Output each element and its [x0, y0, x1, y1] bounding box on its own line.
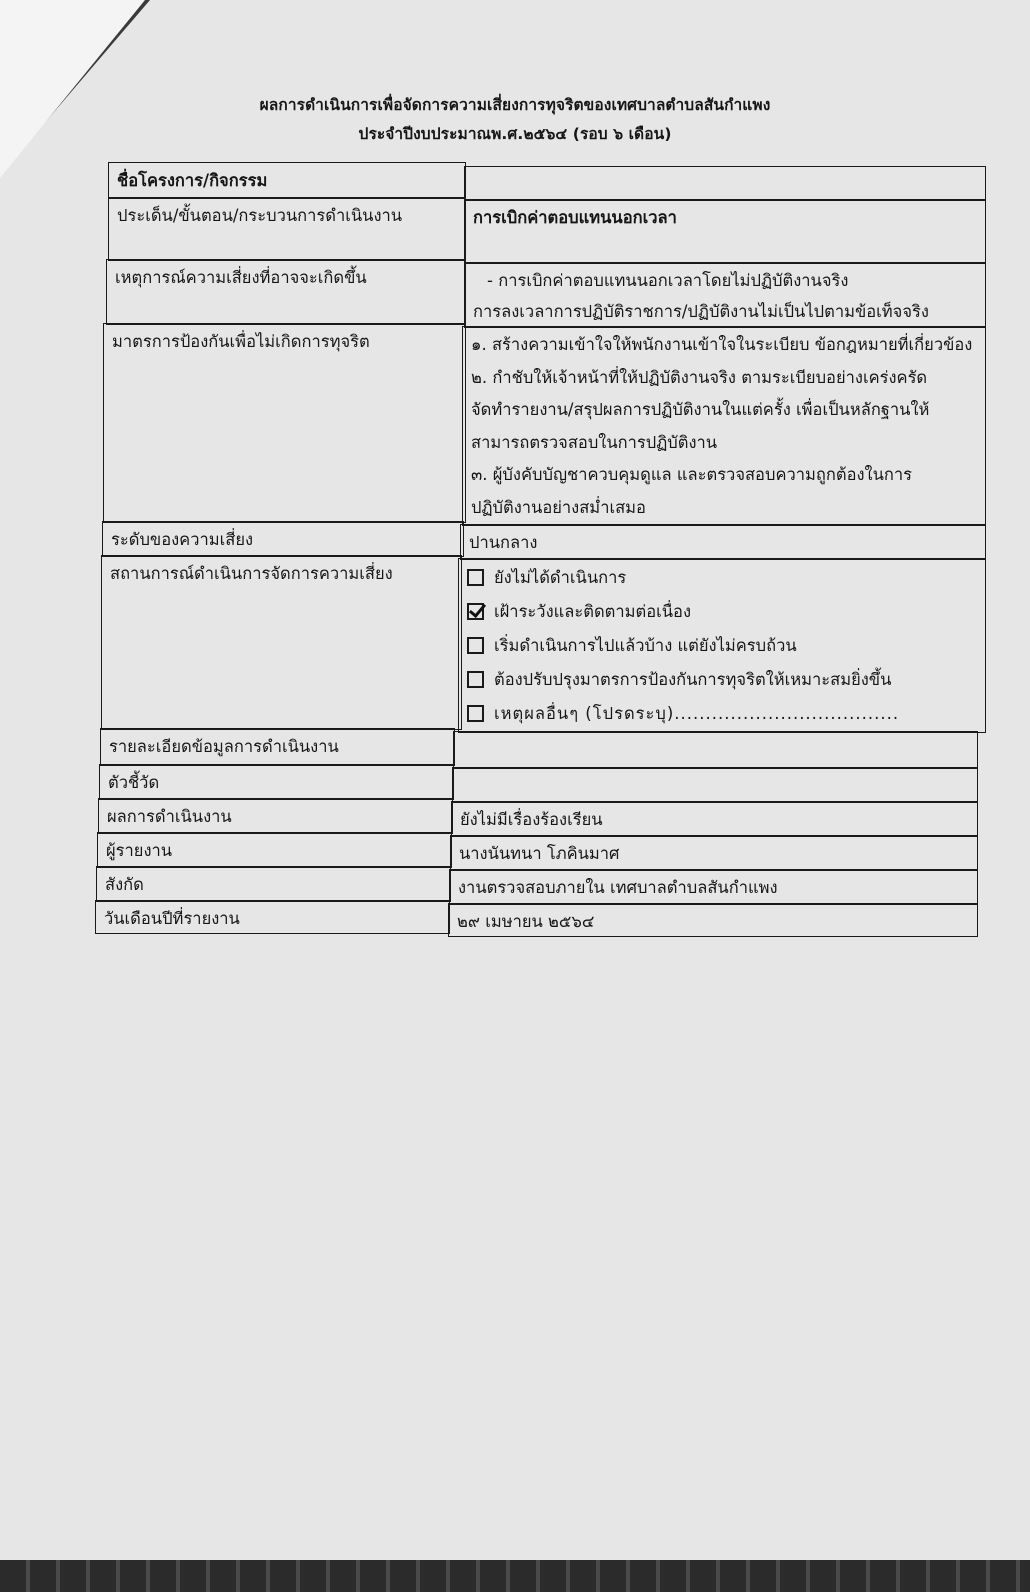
value-project: [464, 166, 986, 201]
prevention-line: สามารถตรวจสอบในการปฏิบัติงาน: [471, 432, 718, 452]
label-prevention: มาตรการป้องกันเพื่อไม่เกิดการทุจริต: [103, 323, 466, 523]
risk-event-line: การลงเวลาการปฏิบัติราชการ/ปฏิบัติงานไม่เป็นไปตามข้อเท็จจริง: [473, 302, 929, 321]
checkbox-checked-icon[interactable]: [467, 603, 484, 620]
label-issue: ประเด็น/ขั้นตอน/กระบวนการดำเนินงาน: [108, 197, 466, 261]
label-indicator: ตัวชี้วัด: [99, 764, 454, 800]
label-details: รายละเอียดข้อมูลการดำเนินงาน: [100, 728, 455, 766]
value-risk-event: [464, 262, 986, 328]
document-title: ผลการดำเนินการเพื่อจัดการความเสี่ยงการทุจริตของเทศบาลตำบลสันกำแพง: [259, 96, 771, 114]
label-report-date: วันเดือนปีที่รายงาน: [95, 900, 450, 934]
status-checklist: [458, 558, 986, 733]
prevention-line: จัดทำรายงาน/สรุปผลการปฏิบัติงานในแต่ครั้ง เพื่อเป็นหลักฐานให้: [471, 400, 930, 419]
label-risk-level: ระดับของความเสี่ยง: [102, 521, 464, 557]
status-option-label: ยังไม่ได้ดำเนินการ: [494, 567, 627, 587]
checkbox-icon[interactable]: [467, 705, 484, 722]
value-reporter: นางนันทนา โภคินมาศ: [450, 835, 978, 871]
value-affiliation: งานตรวจสอบภายใน เทศบาลตำบลสันกำแพง: [449, 869, 978, 905]
value-issue: การเบิกค่าตอบแทนนอกเวลา: [464, 199, 986, 264]
document-subtitle: ประจำปีงบประมาณพ.ศ.๒๕๖๔ (รอบ ๖ เดือน): [358, 125, 672, 143]
label-status: สถานการณ์ดำเนินการจัดการความเสี่ยง: [101, 555, 462, 730]
value-report-date: ๒๙ เมษายน ๒๕๖๔: [448, 903, 978, 937]
scan-background-edge: [0, 1560, 1030, 1592]
status-option[interactable]: [467, 696, 977, 730]
value-indicator: [452, 767, 978, 803]
risk-event-line: - การเบิกค่าตอบแทนนอกเวลาโดยไม่ปฏิบัติงานจริง: [487, 271, 849, 290]
prevention-line: ๓. ผู้บังคับบัญชาควบคุมดูแล และตรวจสอบความถูกต้องในการ: [471, 465, 913, 484]
status-option[interactable]: [467, 560, 977, 594]
label-risk-event: เหตุการณ์ความเสี่ยงที่อาจจะเกิดขึ้น: [106, 259, 466, 325]
value-risk-level: ปานกลาง: [460, 524, 986, 560]
status-option[interactable]: [467, 594, 977, 628]
checkbox-icon[interactable]: [467, 671, 484, 688]
prevention-line: ปฏิบัติงานอย่างสม่ำเสมอ: [471, 497, 646, 517]
label-reporter: ผู้รายงาน: [97, 832, 452, 868]
prevention-line: ๒. กำชับให้เจ้าหน้าที่ให้ปฏิบัติงานจริง ตามระเบียบอย่างเคร่งครัด: [471, 367, 928, 387]
label-project: ชื่อโครงการ/กิจกรรม: [108, 162, 466, 199]
value-result: ยังไม่มีเรื่องร้องเรียน: [451, 801, 978, 837]
status-option-label: เหตุผลอื่นๆ (โปรดระบุ)....................................: [494, 703, 900, 723]
checkbox-icon[interactable]: [467, 637, 484, 654]
checkbox-icon[interactable]: [467, 569, 484, 586]
status-option-label: เริ่มดำเนินการไปแล้วบ้าง แต่ยังไม่ครบถ้วน: [494, 635, 797, 655]
label-affiliation: สังกัด: [96, 866, 451, 902]
label-result: ผลการดำเนินงาน: [98, 798, 453, 834]
status-option-label: ต้องปรับปรุงมาตรการป้องกันการทุจริตให้เหมาะสมยิ่งขึ้น: [494, 669, 892, 689]
status-option[interactable]: [467, 662, 977, 696]
status-option[interactable]: [467, 628, 977, 662]
status-option-label: เฝ้าระวังและติดตามต่อเนื่อง: [494, 601, 692, 621]
prevention-line: ๑. สร้างความเข้าใจให้พนักงานเข้าใจในระเบียบ ข้อกฎหมายที่เกี่ยวข้อง: [471, 335, 973, 354]
value-details: [453, 731, 978, 769]
value-prevention: [462, 326, 986, 526]
